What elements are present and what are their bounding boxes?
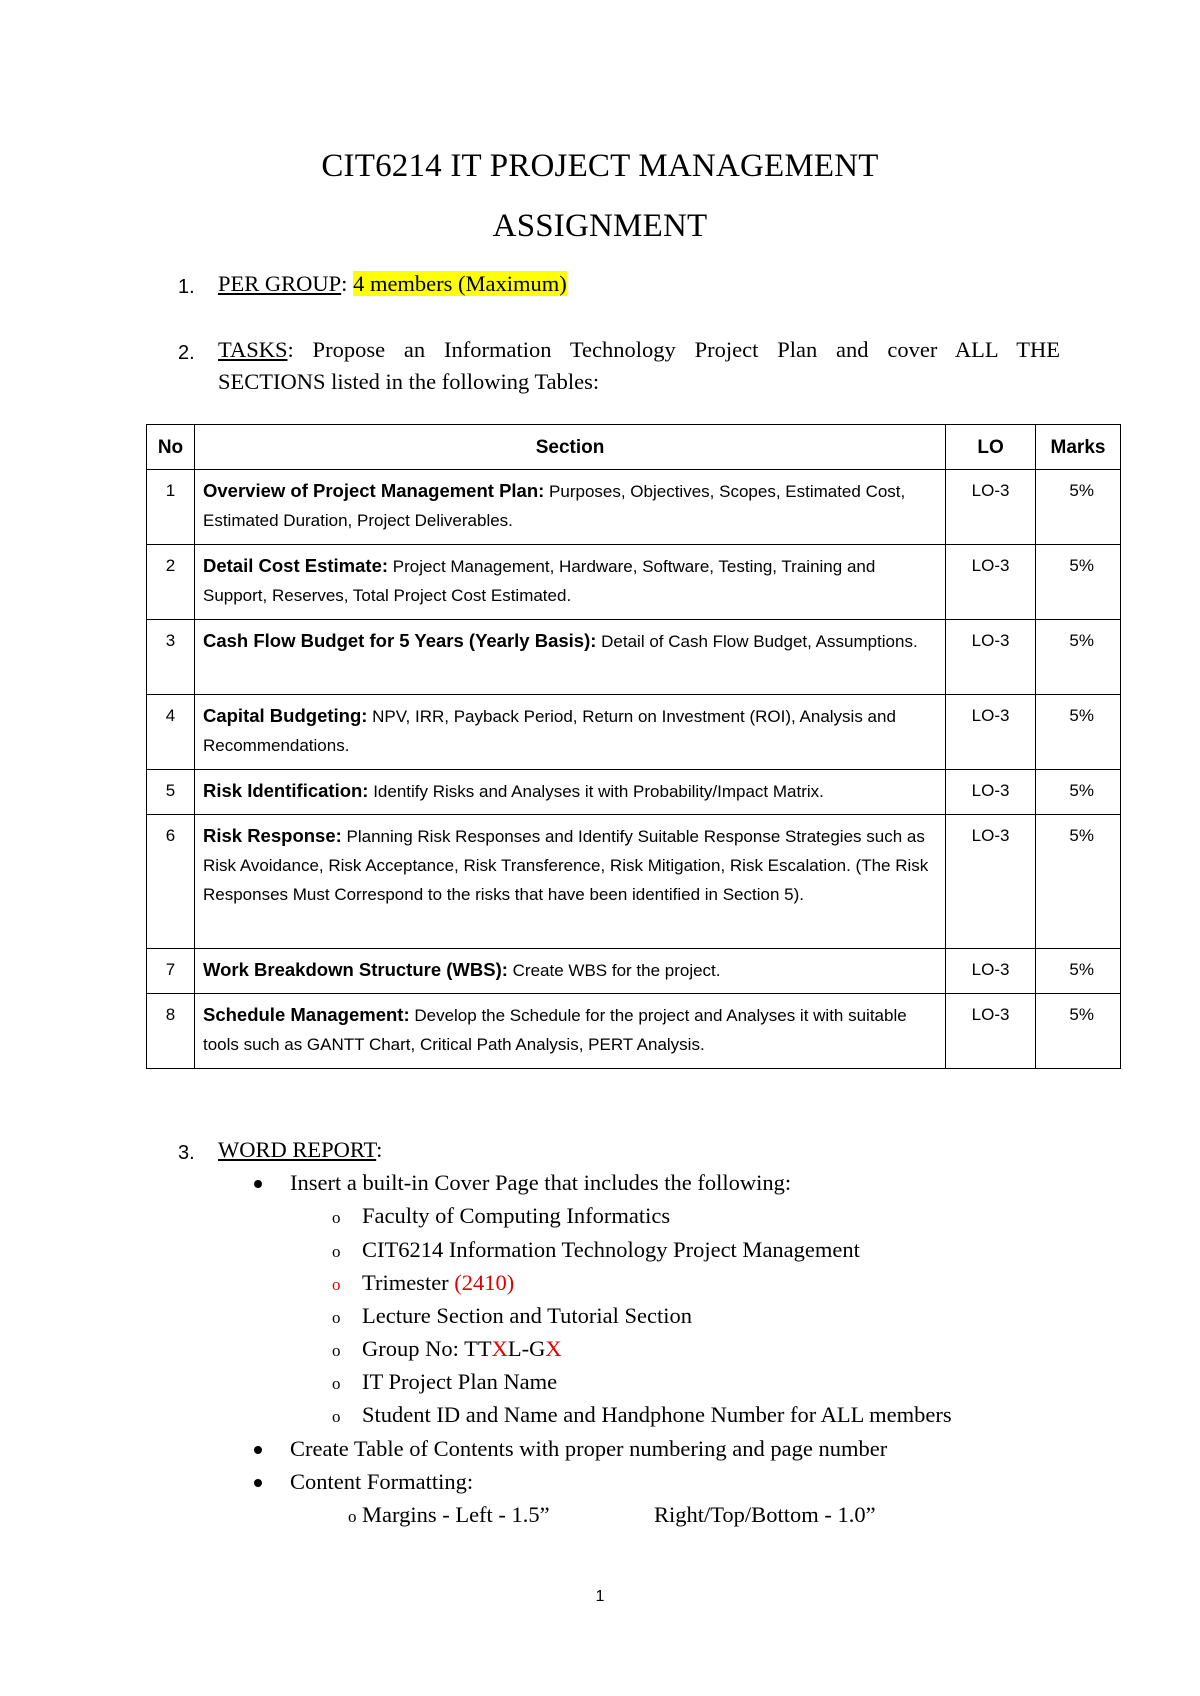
row-section [194, 545, 945, 620]
header-section: Section [194, 425, 945, 470]
row-section-title: Risk Identification: [202, 780, 369, 801]
row-no: 8 [147, 994, 195, 1069]
per-group-colon: : [341, 271, 348, 296]
sub-item-members: Student ID and Name and Handphone Number for ALL members [362, 1402, 952, 1427]
bullet-cover-page: Insert a built-in Cover Page that includes the following: [290, 1170, 792, 1195]
table-row [147, 815, 1121, 949]
sub-bullet-icon: o [332, 1374, 341, 1393]
row-lo: LO-3 [946, 620, 1036, 695]
sub-item-faculty: Faculty of Computing Informatics [362, 1203, 671, 1228]
table-row [147, 545, 1121, 620]
trimester-code: (2410) [454, 1270, 515, 1295]
header-no: No [147, 425, 195, 470]
tasks-text: : Propose an Information Technology Project Plan and cover ALL THE [287, 337, 1060, 362]
row-section-desc: Develop the Schedule for the project and Analyses it with suitable tools such as GANTT Chart, Critical Path Analysis, PERT Analysis. [202, 1006, 907, 1054]
sub-item-course: CIT6214 Information Technology Project Management [362, 1237, 860, 1262]
row-section [194, 949, 945, 994]
margins-left: Margins - Left - 1.5” [362, 1502, 550, 1527]
per-group-label: PER GROUP [218, 271, 342, 296]
row-section [194, 620, 945, 695]
table-row [147, 695, 1121, 770]
row-section-title: Risk Response: [202, 825, 342, 846]
row-lo: LO-3 [946, 949, 1036, 994]
page-title-line2: ASSIGNMENT [492, 208, 708, 244]
row-marks: 5% [1036, 815, 1121, 949]
header-lo: LO [946, 425, 1036, 470]
row-section-title: Overview of Project Management Plan: [202, 480, 545, 501]
row-marks: 5% [1036, 770, 1121, 815]
word-report-colon: : [376, 1137, 383, 1162]
row-section [194, 994, 945, 1069]
row-lo: LO-3 [946, 770, 1036, 815]
trimester-label: Trimester [362, 1270, 455, 1295]
sub-item-group-no [362, 1333, 562, 1365]
table-header-row [147, 425, 1121, 470]
group-size-highlight: 4 members (Maximum) [353, 271, 567, 296]
sub-item-trimester [362, 1267, 514, 1299]
row-section-desc: Detail of Cash Flow Budget, Assumptions. [596, 632, 918, 651]
table-row [147, 620, 1121, 695]
sub-bullet-icon: o [348, 1507, 357, 1526]
group-no-part1: Group No: TT [362, 1336, 492, 1361]
row-no: 4 [147, 695, 195, 770]
sub-bullet-icon: o [332, 1341, 341, 1360]
sub-bullet-icon: o [332, 1208, 341, 1227]
table-row [147, 949, 1121, 994]
row-no: 5 [147, 770, 195, 815]
sub-item-plan-name: IT Project Plan Name [362, 1369, 558, 1394]
sub-bullet-icon: o [332, 1242, 341, 1261]
row-lo: LO-3 [946, 994, 1036, 1069]
page-title-line1: CIT6214 IT PROJECT MANAGEMENT [321, 148, 879, 184]
row-section [194, 470, 945, 545]
row-section-title: Work Breakdown Structure (WBS): [202, 959, 508, 980]
row-no: 2 [147, 545, 195, 620]
row-no: 7 [147, 949, 195, 994]
row-marks: 5% [1036, 994, 1121, 1069]
row-section-desc: Project Management, Hardware, Software, Testing, Training and Support, Reserves, Total Project Cost Estimated. [202, 557, 876, 605]
row-marks: 5% [1036, 470, 1121, 545]
sub-bullet-icon: o [332, 1407, 341, 1426]
row-section-desc: Planning Risk Responses and Identify Suitable Response Strategies such as Risk Avoidance, Risk Acceptance, Risk Transference, Risk Mitigation, Risk Escalation. (The Risk Responses Must Correspond to the risks that have been identified in Section 5). [202, 827, 929, 904]
item-3-number: 3. [178, 1142, 195, 1164]
row-marks: 5% [1036, 695, 1121, 770]
row-no: 6 [147, 815, 195, 949]
item-1-number: 1. [178, 276, 195, 298]
group-no-x1: X [491, 1336, 508, 1361]
row-section-desc: Identify Risks and Analyses it with Probability/Impact Matrix. [368, 782, 824, 801]
row-marks: 5% [1036, 620, 1121, 695]
row-no: 1 [147, 470, 195, 545]
row-section [194, 815, 945, 949]
row-marks: 5% [1036, 949, 1121, 994]
row-lo: LO-3 [946, 815, 1036, 949]
sub-bullet-icon: o [332, 1308, 341, 1327]
row-no: 3 [147, 620, 195, 695]
table-row [147, 994, 1121, 1069]
item-2-number: 2. [178, 342, 195, 364]
sub-bullet-icon: o [332, 1275, 341, 1294]
item-2-line2: SECTIONS listed in the following Tables: [218, 369, 600, 394]
word-report-label: WORD REPORT [218, 1137, 377, 1162]
item-2-line1 [218, 334, 1060, 366]
row-section [194, 770, 945, 815]
group-no-x2: X [545, 1336, 562, 1361]
sections-table [146, 424, 1121, 1069]
table-row [147, 470, 1121, 545]
row-marks: 5% [1036, 545, 1121, 620]
row-lo: LO-3 [946, 545, 1036, 620]
page-number: 1 [595, 1588, 605, 1605]
row-section-title: Cash Flow Budget for 5 Years (Yearly Basis): [202, 630, 597, 651]
row-section-desc: Create WBS for the project. [507, 961, 721, 980]
row-section-title: Capital Budgeting: [202, 705, 368, 726]
row-lo: LO-3 [946, 695, 1036, 770]
group-no-part2: L-G [507, 1336, 546, 1361]
bullet-icon [254, 1180, 262, 1188]
row-section-title: Detail Cost Estimate: [202, 555, 389, 576]
tasks-label: TASKS [218, 337, 288, 362]
bullet-icon [254, 1479, 262, 1487]
header-marks: Marks [1036, 425, 1121, 470]
row-lo: LO-3 [946, 470, 1036, 545]
bullet-icon [254, 1446, 262, 1454]
bullet-content-formatting: Content Formatting: [290, 1469, 474, 1494]
row-section-title: Schedule Management: [202, 1004, 410, 1025]
row-section-desc: Purposes, Objectives, Scopes, Estimated Cost, Estimated Duration, Project Deliverables. [202, 482, 906, 530]
item-1-line [218, 268, 567, 300]
sub-item-sections: Lecture Section and Tutorial Section [362, 1303, 692, 1328]
table-row [147, 770, 1121, 815]
item-3-line [218, 1134, 382, 1166]
row-section-desc: NPV, IRR, Payback Period, Return on Investment (ROI), Analysis and Recommendations. [202, 707, 896, 755]
row-section [194, 695, 945, 770]
margins-right: Right/Top/Bottom - 1.0” [654, 1502, 876, 1527]
bullet-table-of-contents: Create Table of Contents with proper numbering and page number [290, 1436, 888, 1461]
